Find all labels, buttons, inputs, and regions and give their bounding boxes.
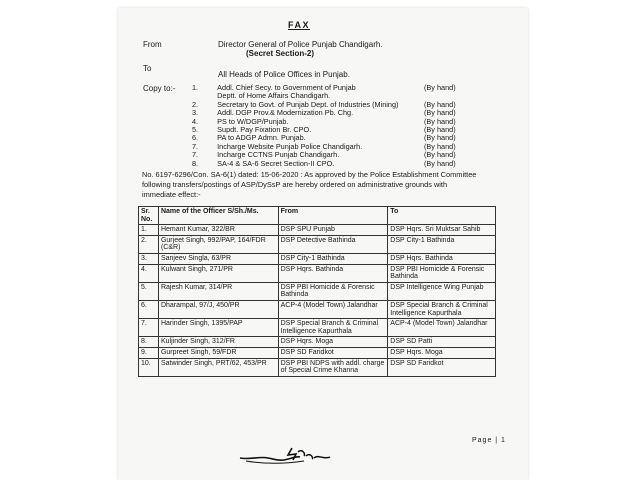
cell-sr-no: 4. [139,264,159,282]
cell-officer-name: Rajesh Kumar, 314/PR [158,282,278,300]
cell-to: DSP SD Faridkot [388,358,496,376]
fax-title: FAX [288,20,311,30]
copy-item-delivery: (By hand) [424,150,456,160]
table-row [139,358,496,376]
transfer-table [138,206,496,377]
from-section: (Secret Section-2) [246,49,315,58]
from-label: From [143,40,162,49]
copy-item-delivery: (By hand) [424,108,456,118]
copy-item-text: SA-4 & SA-6 Secret Section-II CPO. [217,158,335,168]
copy-item-delivery: (By hand) [424,158,456,168]
copy-label: Copy to:- [143,84,176,93]
cell-to: ACP-4 (Model Town) Jalandhar [388,319,496,337]
cell-officer-name: Satwinder Singh, PRT/62, 453/PR [158,358,278,376]
table-row [139,319,496,337]
copy-item-number: 5. [192,125,199,135]
copy-item-text: Supdt. Pay Fixation Br. CPO. [217,125,312,135]
cell-to: DSP Hqrs. Sri Muktsar Sahib [388,225,496,236]
cell-to: DSP Special Branch & Criminal Intelligence Kapurthala [388,300,496,318]
cell-officer-name: Harinder Singh, 1395/PAP [158,319,278,337]
copy-item-text: PS to W/DGP/Punjab. [217,116,289,126]
cell-from: DSP SD Faridkot [278,347,388,358]
header-to: To [388,207,496,225]
intro-paragraph: No. 6197-6296/Con. SA-6(1) dated: 15-06-2020 : As approved by the Police Establishment Committee following transfers/postings of ASP/DySsP are hereby ordered on administrative grounds with immediate effect:- [142,170,477,199]
cell-officer-name: Gurpreet Singh, 59/FDR [158,347,278,358]
cell-officer-name: Gurjeet Singh, 992/PAP, 164/FDR (C&R) [158,235,278,253]
copy-item [192,160,482,168]
cell-sr-no: 10. [139,358,159,376]
cell-from: DSP PBI NDPS with addl. charge of Special Crime Khanna [278,358,388,376]
copy-item-delivery: (By hand) [424,83,456,92]
table-row [139,225,496,236]
copy-item-text: Secretary to Govt. of Punjab Dept. of Industries (Mining) [217,99,399,109]
copy-item-text: Addl. Chief Secy. to Government of Punjab [217,83,356,92]
copy-item-number: 8. [192,158,199,168]
copy-item-delivery: (By hand) [424,116,456,126]
to-label: To [143,64,152,73]
table-row [139,253,496,264]
cell-sr-no: 7. [139,319,159,337]
cell-from: DSP Detective Bathinda [278,235,388,253]
cell-officer-name: Sanjeev Singla, 63/PR [158,253,278,264]
cell-to: DSP City-1 Bathinda [388,235,496,253]
cell-to: DSP Hqrs. Moga [388,347,496,358]
cell-from: DSP SPU Punjab [278,225,388,236]
copy-item-text: Incharge CCTNS Punjab Chandigarh. [217,150,340,160]
copy-item-number: 6. [192,133,199,143]
cell-from: DSP Hqrs. Bathinda [278,264,388,282]
cell-officer-name: Hemant Kumar, 322/BR [158,225,278,236]
cell-to: DSP SD Patti [388,337,496,348]
cell-officer-name: Kuljinder Singh, 312/FR [158,337,278,348]
copy-item-delivery: (By hand) [424,141,456,151]
cell-to: DSP Hqrs. Bathinda [388,253,496,264]
cell-to: DSP Intelligence Wing Punjab [388,282,496,300]
cell-sr-no: 6. [139,300,159,318]
cell-sr-no: 3. [139,253,159,264]
copy-item-delivery: (By hand) [424,125,456,135]
cell-from: DSP Hqrs. Moga [278,337,388,348]
cell-sr-no: 5. [139,282,159,300]
copy-item-text: PA to ADGP Admn. Punjab. [217,133,306,143]
copy-item-number: 7. [192,141,199,151]
table-header-row [139,207,496,225]
table-row [139,337,496,348]
copy-item-number: 1. [192,83,199,92]
to-value: All Heads of Police Offices in Punjab. [218,70,350,79]
cell-to: DSP PBI Homicide & Forensic Bathinda [388,264,496,282]
copy-item-text: Deptt. of Home Affairs Chandigarh. [217,91,331,101]
header-sr-no: Sr. No. [139,207,159,225]
copy-list [192,84,482,168]
table-row [139,282,496,300]
cell-officer-name: Kulwant Singh, 271/PR [158,264,278,282]
cell-from: DSP PBI Homicide & Forensic Bathinda [278,282,388,300]
table-row [139,347,496,358]
copy-item-number: 3. [192,108,199,118]
cell-from: DSP City-1 Bathinda [278,253,388,264]
cell-sr-no: 8. [139,337,159,348]
copy-item-delivery: (By hand) [424,133,456,143]
header-officer-name: Name of the Officer S/Sh./Ms. [158,207,278,225]
table-row [139,300,496,318]
cell-sr-no: 9. [139,347,159,358]
page-number: Page | 1 [472,437,506,444]
copy-item-delivery: (By hand) [424,99,456,109]
copy-item-number: 4. [192,116,199,126]
cell-from: DSP Special Branch & Criminal Intelligence Kapurthala [278,319,388,337]
table-row [139,235,496,253]
from-value: Director General of Police Punjab Chandigarh. [218,40,383,49]
cell-sr-no: 2. [139,235,159,253]
header-from: From [278,207,388,225]
cell-sr-no: 1. [139,225,159,236]
signature-image [238,442,338,466]
copy-item-text: Addl. DGP Prov.& Modernization Pb. Chg. [217,108,354,118]
cell-officer-name: Dharampal, 97/J, 450/PR [158,300,278,318]
copy-item-number: 7. [192,150,199,160]
cell-from: ACP-4 (Model Town) Jalandhar [278,300,388,318]
table-row [139,264,496,282]
copy-item-number: 2. [192,99,199,109]
copy-item-text: Incharge Website Punjab Police Chandigarh. [217,141,363,151]
